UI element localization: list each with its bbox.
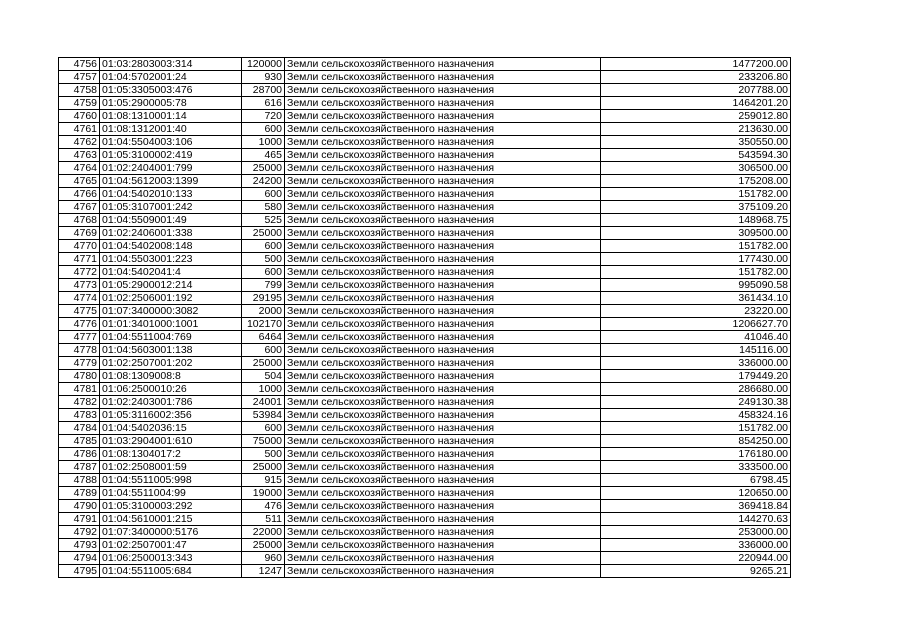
land-category-cell: Земли сельскохозяйственного назначения (285, 227, 601, 240)
area-cell: 25000 (242, 357, 285, 370)
cadastral-value-cell: 249130.38 (601, 396, 791, 409)
cadastral-value-cell: 220944.00 (601, 552, 791, 565)
area-cell: 465 (242, 149, 285, 162)
cadastral-number-cell: 01:04:5511005:684 (100, 565, 242, 578)
cadastral-value-cell: 306500.00 (601, 162, 791, 175)
land-category-cell: Земли сельскохозяйственного назначения (285, 175, 601, 188)
land-category-cell: Земли сельскохозяйственного назначения (285, 539, 601, 552)
cadastral-number-cell: 01:04:5402036:15 (100, 422, 242, 435)
table-row (59, 370, 791, 383)
cadastral-number-cell: 01:04:5511004:769 (100, 331, 242, 344)
cadastral-value-cell: 336000.00 (601, 357, 791, 370)
land-category-cell: Земли сельскохозяйственного назначения (285, 513, 601, 526)
table-row (59, 279, 791, 292)
cadastral-number-cell: 01:04:5503001:223 (100, 253, 242, 266)
area-cell: 799 (242, 279, 285, 292)
area-cell: 720 (242, 110, 285, 123)
table-row (59, 123, 791, 136)
area-cell: 504 (242, 370, 285, 383)
cadastral-number-cell: 01:04:5509001:49 (100, 214, 242, 227)
cadastral-number-cell: 01:02:2507001:202 (100, 357, 242, 370)
cadastral-value-cell: 41046.40 (601, 331, 791, 344)
table-row (59, 149, 791, 162)
area-cell: 476 (242, 500, 285, 513)
row-number-cell: 4789 (59, 487, 100, 500)
cadastral-value-cell: 333500.00 (601, 461, 791, 474)
cadastral-value-cell: 151782.00 (601, 188, 791, 201)
area-cell: 28700 (242, 84, 285, 97)
table-row (59, 435, 791, 448)
cadastral-number-cell: 01:06:2500010:26 (100, 383, 242, 396)
cadastral-number-cell: 01:05:3116002:356 (100, 409, 242, 422)
table-row (59, 552, 791, 565)
cadastral-number-cell: 01:08:1309008:8 (100, 370, 242, 383)
land-category-cell: Земли сельскохозяйственного назначения (285, 318, 601, 331)
cadastral-number-cell: 01:05:3100002:419 (100, 149, 242, 162)
area-cell: 600 (242, 266, 285, 279)
area-cell: 75000 (242, 435, 285, 448)
cadastral-number-cell: 01:05:3305003:476 (100, 84, 242, 97)
row-number-cell: 4775 (59, 305, 100, 318)
land-category-cell: Земли сельскохозяйственного назначения (285, 396, 601, 409)
table-row (59, 331, 791, 344)
area-cell: 600 (242, 344, 285, 357)
cadastral-number-cell: 01:07:3400000:3082 (100, 305, 242, 318)
cadastral-value-cell: 361434.10 (601, 292, 791, 305)
table-row (59, 110, 791, 123)
land-category-cell: Земли сельскохозяйственного назначения (285, 71, 601, 84)
land-category-cell: Земли сельскохозяйственного назначения (285, 266, 601, 279)
table-row (59, 292, 791, 305)
land-category-cell: Земли сельскохозяйственного назначения (285, 97, 601, 110)
land-category-cell: Земли сельскохозяйственного назначения (285, 292, 601, 305)
cadastral-number-cell: 01:01:3401000:1001 (100, 318, 242, 331)
table-row (59, 318, 791, 331)
land-category-cell: Земли сельскохозяйственного назначения (285, 188, 601, 201)
area-cell: 500 (242, 253, 285, 266)
row-number-cell: 4766 (59, 188, 100, 201)
cadastral-number-cell: 01:06:2500013:343 (100, 552, 242, 565)
land-category-cell: Земли сельскохозяйственного назначения (285, 422, 601, 435)
row-number-cell: 4759 (59, 97, 100, 110)
table-row (59, 253, 791, 266)
row-number-cell: 4774 (59, 292, 100, 305)
row-number-cell: 4771 (59, 253, 100, 266)
cadastral-number-cell: 01:05:2900012:214 (100, 279, 242, 292)
table-row (59, 513, 791, 526)
row-number-cell: 4764 (59, 162, 100, 175)
row-number-cell: 4783 (59, 409, 100, 422)
row-number-cell: 4773 (59, 279, 100, 292)
cadastral-value-cell: 6798.45 (601, 474, 791, 487)
cadastral-value-cell: 207788.00 (601, 84, 791, 97)
cadastral-number-cell: 01:04:5504003:106 (100, 136, 242, 149)
cadastral-value-cell: 350550.00 (601, 136, 791, 149)
table-row (59, 409, 791, 422)
table-row (59, 84, 791, 97)
row-number-cell: 4756 (59, 58, 100, 71)
land-category-cell: Земли сельскохозяйственного назначения (285, 58, 601, 71)
cadastral-number-cell: 01:02:2508001:59 (100, 461, 242, 474)
table-row (59, 175, 791, 188)
table-row (59, 565, 791, 578)
row-number-cell: 4791 (59, 513, 100, 526)
cadastral-value-cell: 286680.00 (601, 383, 791, 396)
table-row (59, 526, 791, 539)
cadastral-number-cell: 01:05:3107001:242 (100, 201, 242, 214)
area-cell: 1000 (242, 383, 285, 396)
cadastral-value-cell: 336000.00 (601, 539, 791, 552)
area-cell: 25000 (242, 162, 285, 175)
area-cell: 915 (242, 474, 285, 487)
cadastral-number-cell: 01:05:2900005:78 (100, 97, 242, 110)
area-cell: 500 (242, 448, 285, 461)
cadastral-number-cell: 01:04:5702001:24 (100, 71, 242, 84)
row-number-cell: 4785 (59, 435, 100, 448)
row-number-cell: 4776 (59, 318, 100, 331)
land-category-cell: Земли сельскохозяйственного назначения (285, 279, 601, 292)
land-category-cell: Земли сельскохозяйственного назначения (285, 123, 601, 136)
cadastral-value-cell: 995090.58 (601, 279, 791, 292)
land-category-cell: Земли сельскохозяйственного назначения (285, 149, 601, 162)
row-number-cell: 4758 (59, 84, 100, 97)
area-cell: 960 (242, 552, 285, 565)
table-row (59, 344, 791, 357)
row-number-cell: 4769 (59, 227, 100, 240)
cadastral-number-cell: 01:08:1304017:2 (100, 448, 242, 461)
area-cell: 25000 (242, 227, 285, 240)
area-cell: 511 (242, 513, 285, 526)
cadastral-value-cell: 148968.75 (601, 214, 791, 227)
land-category-cell: Земли сельскохозяйственного назначения (285, 84, 601, 97)
area-cell: 600 (242, 123, 285, 136)
area-cell: 25000 (242, 461, 285, 474)
cadastral-value-cell: 375109.20 (601, 201, 791, 214)
table-row (59, 266, 791, 279)
table-row (59, 539, 791, 552)
cadastral-number-cell: 01:08:1310001:14 (100, 110, 242, 123)
table-row (59, 357, 791, 370)
land-category-cell: Земли сельскохозяйственного назначения (285, 162, 601, 175)
table-row (59, 422, 791, 435)
table-row (59, 136, 791, 149)
cadastral-value-cell: 179449.20 (601, 370, 791, 383)
cadastral-number-cell: 01:02:2403001:786 (100, 396, 242, 409)
row-number-cell: 4787 (59, 461, 100, 474)
land-plots-table (58, 57, 791, 578)
area-cell: 120000 (242, 58, 285, 71)
cadastral-value-cell: 458324.16 (601, 409, 791, 422)
area-cell: 22000 (242, 526, 285, 539)
row-number-cell: 4779 (59, 357, 100, 370)
cadastral-number-cell: 01:04:5511005:998 (100, 474, 242, 487)
land-category-cell: Земли сельскохозяйственного назначения (285, 214, 601, 227)
cadastral-value-cell: 23220.00 (601, 305, 791, 318)
cadastral-value-cell: 175208.00 (601, 175, 791, 188)
cadastral-value-cell: 233206.80 (601, 71, 791, 84)
cadastral-number-cell: 01:05:3100003:292 (100, 500, 242, 513)
cadastral-value-cell: 854250.00 (601, 435, 791, 448)
cadastral-number-cell: 01:03:2904001:610 (100, 435, 242, 448)
row-number-cell: 4795 (59, 565, 100, 578)
table-row (59, 188, 791, 201)
land-category-cell: Земли сельскохозяйственного назначения (285, 344, 601, 357)
table-row (59, 240, 791, 253)
cadastral-number-cell: 01:03:2803003:314 (100, 58, 242, 71)
row-number-cell: 4780 (59, 370, 100, 383)
row-number-cell: 4762 (59, 136, 100, 149)
table-body (59, 58, 791, 578)
table-row (59, 58, 791, 71)
table-row (59, 162, 791, 175)
cadastral-value-cell: 253000.00 (601, 526, 791, 539)
row-number-cell: 4792 (59, 526, 100, 539)
land-category-cell: Земли сельскохозяйственного назначения (285, 370, 601, 383)
cadastral-number-cell: 01:04:5511004:99 (100, 487, 242, 500)
cadastral-number-cell: 01:04:5603001:138 (100, 344, 242, 357)
row-number-cell: 4778 (59, 344, 100, 357)
area-cell: 53984 (242, 409, 285, 422)
row-number-cell: 4794 (59, 552, 100, 565)
cadastral-number-cell: 01:02:2506001:192 (100, 292, 242, 305)
table-row (59, 201, 791, 214)
cadastral-number-cell: 01:04:5612003:1399 (100, 175, 242, 188)
row-number-cell: 4767 (59, 201, 100, 214)
area-cell: 600 (242, 422, 285, 435)
cadastral-value-cell: 151782.00 (601, 240, 791, 253)
area-cell: 525 (242, 214, 285, 227)
area-cell: 24001 (242, 396, 285, 409)
cadastral-number-cell: 01:02:2404001:799 (100, 162, 242, 175)
row-number-cell: 4760 (59, 110, 100, 123)
cadastral-number-cell: 01:04:5610001:215 (100, 513, 242, 526)
row-number-cell: 4761 (59, 123, 100, 136)
cadastral-value-cell: 1206627.70 (601, 318, 791, 331)
land-category-cell: Земли сельскохозяйственного назначения (285, 448, 601, 461)
row-number-cell: 4768 (59, 214, 100, 227)
land-category-cell: Земли сельскохозяйственного назначения (285, 461, 601, 474)
land-category-cell: Земли сельскохозяйственного назначения (285, 383, 601, 396)
table-row (59, 71, 791, 84)
table-row (59, 487, 791, 500)
area-cell: 600 (242, 188, 285, 201)
area-cell: 930 (242, 71, 285, 84)
table-row (59, 500, 791, 513)
table-row (59, 474, 791, 487)
row-number-cell: 4770 (59, 240, 100, 253)
land-category-cell: Земли сельскохозяйственного назначения (285, 331, 601, 344)
cadastral-value-cell: 145116.00 (601, 344, 791, 357)
table-row (59, 448, 791, 461)
land-category-cell: Земли сельскохозяйственного назначения (285, 240, 601, 253)
land-category-cell: Земли сельскохозяйственного назначения (285, 500, 601, 513)
row-number-cell: 4788 (59, 474, 100, 487)
cadastral-value-cell: 177430.00 (601, 253, 791, 266)
land-category-cell: Земли сельскохозяйственного назначения (285, 565, 601, 578)
land-category-cell: Земли сельскохозяйственного назначения (285, 357, 601, 370)
cadastral-value-cell: 151782.00 (601, 422, 791, 435)
land-category-cell: Земли сельскохозяйственного назначения (285, 253, 601, 266)
table-row (59, 383, 791, 396)
area-cell: 24200 (242, 175, 285, 188)
row-number-cell: 4777 (59, 331, 100, 344)
table-row (59, 97, 791, 110)
cadastral-number-cell: 01:08:1312001:40 (100, 123, 242, 136)
area-cell: 1000 (242, 136, 285, 149)
land-category-cell: Земли сельскохозяйственного назначения (285, 305, 601, 318)
cadastral-value-cell: 9265.21 (601, 565, 791, 578)
cadastral-value-cell: 369418.84 (601, 500, 791, 513)
area-cell: 29195 (242, 292, 285, 305)
cadastral-number-cell: 01:07:3400000:5176 (100, 526, 242, 539)
area-cell: 19000 (242, 487, 285, 500)
land-category-cell: Земли сельскохозяйственного назначения (285, 110, 601, 123)
cadastral-value-cell: 309500.00 (601, 227, 791, 240)
cadastral-number-cell: 01:02:2507001:47 (100, 539, 242, 552)
cadastral-value-cell: 1464201.20 (601, 97, 791, 110)
table-row (59, 214, 791, 227)
table-row (59, 305, 791, 318)
cadastral-number-cell: 01:02:2406001:338 (100, 227, 242, 240)
land-category-cell: Земли сельскохозяйственного назначения (285, 474, 601, 487)
land-category-cell: Земли сельскохозяйственного назначения (285, 487, 601, 500)
row-number-cell: 4782 (59, 396, 100, 409)
row-number-cell: 4757 (59, 71, 100, 84)
land-category-cell: Земли сельскохозяйственного назначения (285, 552, 601, 565)
cadastral-value-cell: 151782.00 (601, 266, 791, 279)
land-category-cell: Земли сельскохозяйственного назначения (285, 409, 601, 422)
area-cell: 580 (242, 201, 285, 214)
cadastral-value-cell: 144270.63 (601, 513, 791, 526)
land-category-cell: Земли сельскохозяйственного назначения (285, 136, 601, 149)
row-number-cell: 4763 (59, 149, 100, 162)
cadastral-number-cell: 01:04:5402041:4 (100, 266, 242, 279)
land-category-cell: Земли сельскохозяйственного назначения (285, 201, 601, 214)
cadastral-number-cell: 01:04:5402008:148 (100, 240, 242, 253)
area-cell: 1247 (242, 565, 285, 578)
land-category-cell: Земли сельскохозяйственного назначения (285, 526, 601, 539)
table-row (59, 396, 791, 409)
area-cell: 25000 (242, 539, 285, 552)
cadastral-value-cell: 259012.80 (601, 110, 791, 123)
area-cell: 616 (242, 97, 285, 110)
area-cell: 6464 (242, 331, 285, 344)
cadastral-value-cell: 120650.00 (601, 487, 791, 500)
row-number-cell: 4772 (59, 266, 100, 279)
row-number-cell: 4784 (59, 422, 100, 435)
cadastral-value-cell: 543594.30 (601, 149, 791, 162)
cadastral-value-cell: 1477200.00 (601, 58, 791, 71)
row-number-cell: 4793 (59, 539, 100, 552)
cadastral-value-cell: 213630.00 (601, 123, 791, 136)
row-number-cell: 4790 (59, 500, 100, 513)
cadastral-value-cell: 176180.00 (601, 448, 791, 461)
table-row (59, 461, 791, 474)
area-cell: 2000 (242, 305, 285, 318)
cadastral-number-cell: 01:04:5402010:133 (100, 188, 242, 201)
area-cell: 600 (242, 240, 285, 253)
row-number-cell: 4765 (59, 175, 100, 188)
land-category-cell: Земли сельскохозяйственного назначения (285, 435, 601, 448)
table-row (59, 227, 791, 240)
area-cell: 102170 (242, 318, 285, 331)
row-number-cell: 4786 (59, 448, 100, 461)
row-number-cell: 4781 (59, 383, 100, 396)
